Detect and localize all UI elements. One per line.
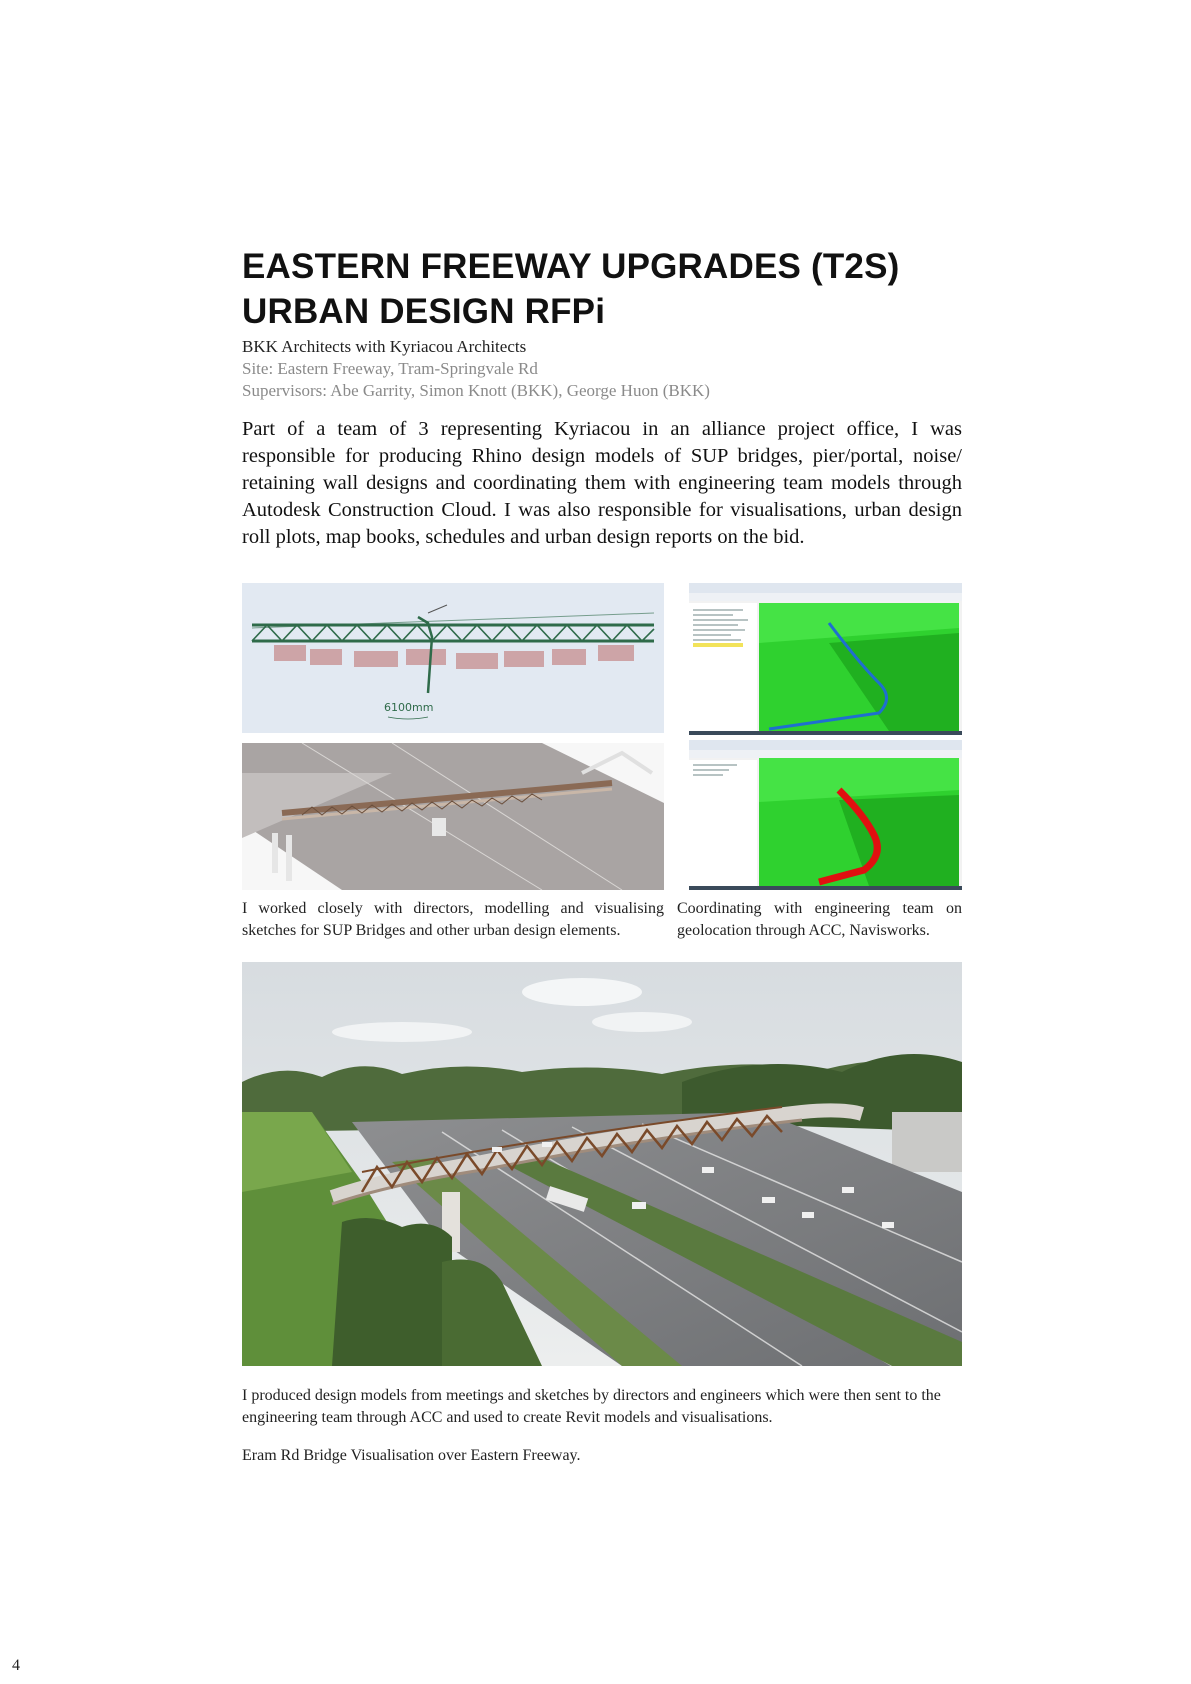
caption-left: I worked closely with directors, modelling and visualising sketches for SUP Bridges and other urban design elements. (242, 900, 664, 939)
site-info: Site: Eastern Freeway, Tram-Springvale Rd (242, 359, 538, 378)
caption-right: Coordinating with engineering team on geolocation through ACC, Navisworks. (677, 900, 962, 939)
eram-rd-bridge-visualisation (242, 962, 962, 1366)
title-line-1: EASTERN FREEWAY UPGRADES (T2S) (242, 247, 900, 286)
project-meta (242, 336, 710, 402)
bridge-model-render (242, 743, 664, 890)
intro-paragraph: Part of a team of 3 representing Kyriacou in an alliance project office, I was responsible for producing Rhino design models of SUP bridges, pier/portal, noise/ retaining wall designs and coordinating them with engineering team models through Autodesk Construction Cloud. I was also responsible for visualisations, urban design roll plots, map books, schedules and urban design reports on the bid. (242, 418, 962, 548)
page-title (242, 244, 962, 334)
page-number: 4 (12, 1657, 20, 1674)
navisworks-screenshot-red (689, 740, 962, 890)
caption-bottom-main: I produced design models from meetings and sketches by directors and engineers which were then sent to the engineering team through ACC and used to create Revit models and visualisations. (242, 1387, 941, 1426)
navisworks-screenshot-blue (689, 583, 962, 735)
caption-bottom-sub: Eram Rd Bridge Visualisation over Eastern Freeway. (242, 1447, 581, 1464)
sketch-annotation: 6100mm (384, 701, 434, 714)
supervisors-info: Supervisors: Abe Garrity, Simon Knott (BKK), George Huon (BKK) (242, 381, 710, 400)
title-line-2: URBAN DESIGN RFPi (242, 292, 606, 331)
firm-credit: BKK Architects with Kyriacou Architects (242, 337, 527, 356)
sketch-image (242, 583, 664, 733)
